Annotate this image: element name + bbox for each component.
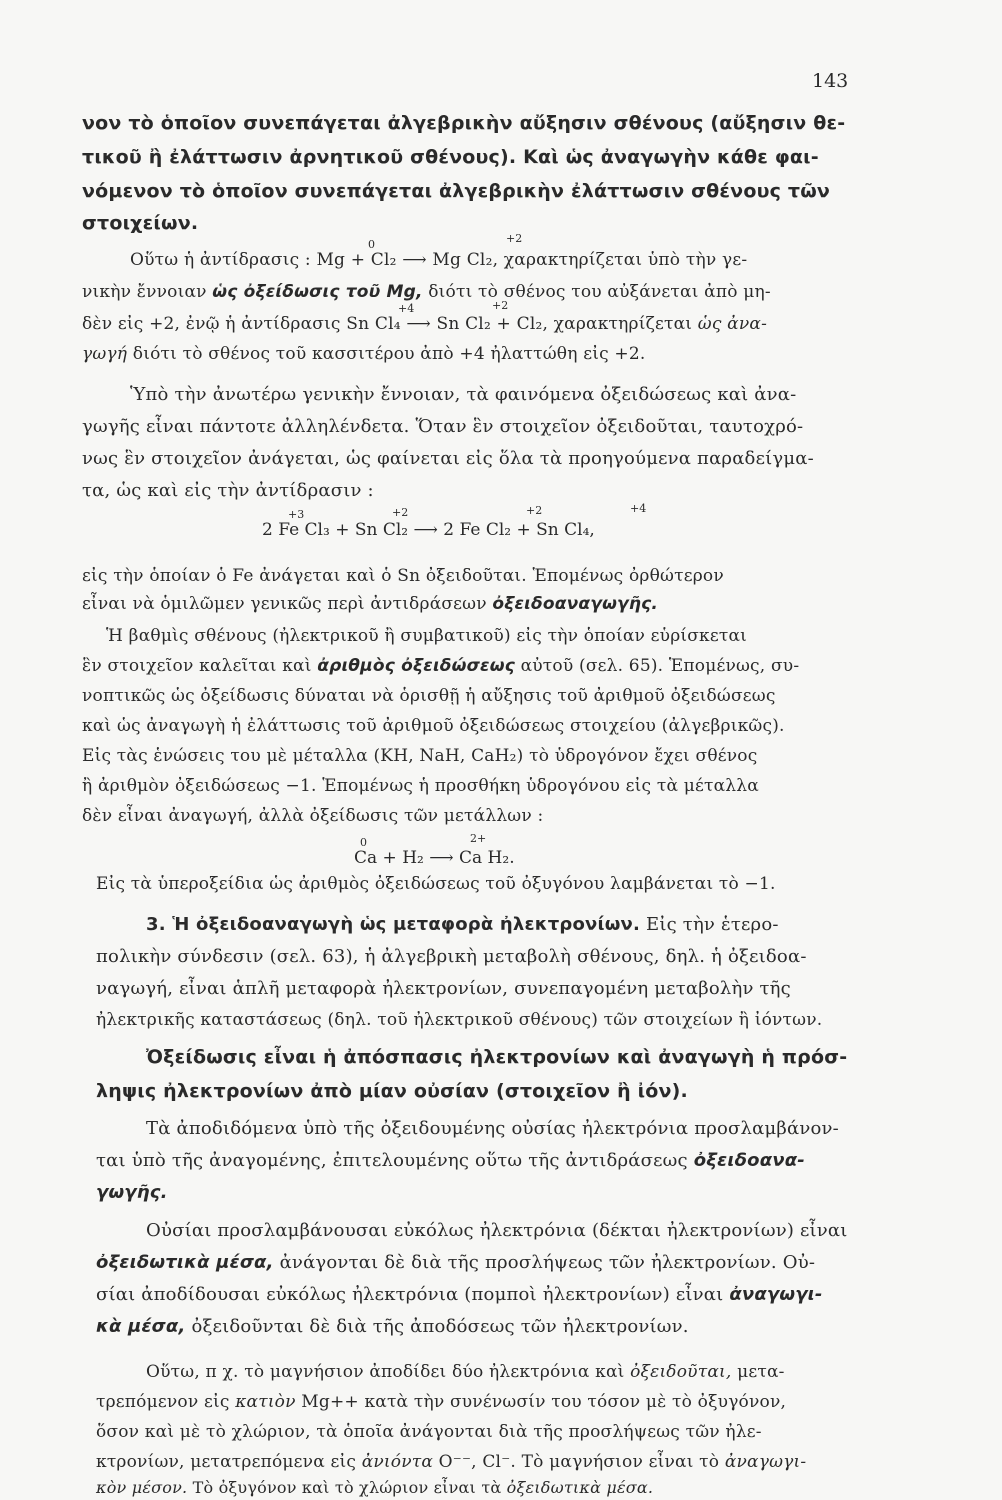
eq2-ox-state-1: 0: [360, 836, 367, 849]
para8-text: σίαι ἀποδίδουσαι εὐκόλως ἠλεκτρόνια (πομποὶ ἠλεκτρονίων) εἶναι: [96, 1284, 724, 1305]
definition-line2: ληψις ἠλεκτρονίων ἀπὸ μίαν οὐσίαν (στοιχεῖον ἢ ἰόν).: [96, 1080, 688, 1102]
para5-text: ἓν στοιχεῖον καλεῖται καὶ: [82, 656, 312, 676]
definition-line1: Ὀξείδωσις εἶναι ἡ ἀπόσπασις ἠλεκτρονίων καὶ ἀναγωγὴ ἡ πρόσ-: [146, 1046, 848, 1068]
para8-line1: Οὐσίαι προσλαμβάνουσαι εὐκόλως ἠλεκτρόνια (δέκται ἠλεκτρονίων) εἶναι: [146, 1220, 848, 1241]
para8-emphasis: ὀξειδωτικὰ μέσα,: [96, 1252, 274, 1273]
para9-line4: [96, 1452, 806, 1472]
para2-text: δὲν εἰς +2, ἐνῷ ἡ ἀντίδρασις Sn Cl₄ ⟶ Sn Cl₂ + Cl₂, χαρακτηρίζεται: [82, 314, 693, 334]
para2-line4: [82, 344, 645, 364]
para5-line4: καὶ ὡς ἀναγωγὴ ἡ ἐλάττωσις τοῦ ἀριθμοῦ ὀξειδώσεως στοιχείου (ἀλγεβρικῶς).: [82, 716, 785, 736]
equation-iron-tin: 2 Fe Cl₃ + Sn Cl₂ ⟶ 2 Fe Cl₂ + Sn Cl₄,: [262, 520, 595, 540]
para9-line2: [96, 1392, 786, 1412]
section3-line4: ἠλεκτρικῆς καταστάσεως (δηλ. τοῦ ἠλεκτρικοῦ σθένους) τῶν στοιχείων ἢ ἰόντων.: [96, 1010, 823, 1030]
oxidation-state-sncl2: +2: [492, 299, 509, 312]
para1-line4: στοιχείων.: [82, 212, 199, 234]
para3-line1: Ὑπὸ τὴν ἀνωτέρω γενικὴν ἔννοιαν, τὰ φαινόμενα ὀξειδώσεως καὶ ἀνα-: [130, 384, 797, 405]
para2-line3: [82, 314, 767, 334]
para2-text: νικὴν ἔννοιαν: [82, 282, 207, 302]
para4-line2: [82, 594, 658, 614]
para9-emphasis: κατιὸν: [235, 1392, 296, 1412]
para5-line1: Ἡ βαθμὶς σθένους (ἠλεκτρικοῦ ἢ συμβατικοῦ) εἰς τὴν ὁποίαν εὑρίσκεται: [106, 626, 748, 646]
para8-line3: [96, 1284, 823, 1305]
para8-line2: [96, 1252, 815, 1273]
para2-text: διότι τὸ σθένος τοῦ κασσιτέρου ἀπὸ +4 ἠλαττώθη εἰς +2.: [132, 344, 646, 364]
para6-line1: Εἰς τὰ ὑπεροξείδια ὡς ἀριθμὸς ὀξειδώσεως τοῦ ὀξυγόνου λαμβάνεται τὸ −1.: [96, 874, 776, 894]
section3-line3: ναγωγή, εἶναι ἁπλῆ μεταφορὰ ἠλεκτρονίων, συνεπαγομένη μεταβολὴν τῆς: [96, 978, 791, 999]
para1-line3: νόμενον τὸ ὁποῖον συνεπάγεται ἀλγεβρικὴν ἐλάττωσιν σθένους τῶν: [82, 180, 831, 202]
section3-line2: πολικὴν σύνδεσιν (σελ. 63), ἡ ἀλγεβρικὴ μεταβολὴ σθένους, δηλ. ἡ ὀξειδοα-: [96, 946, 807, 967]
para9-emphasis: ὀξειδοῦται,: [630, 1362, 732, 1382]
para2-line1: Οὕτω ἡ ἀντίδρασις : Mg + Cl₂ ⟶ Mg Cl₂, χαρακτηρίζεται ὑπὸ τὴν γε-: [130, 250, 748, 270]
para3-line2: γωγῆς εἶναι πάντοτε ἀλληλένδετα. Ὅταν ἓν στοιχεῖον ὀξειδοῦται, ταυτοχρό-: [82, 416, 804, 437]
para8-line4: [96, 1316, 689, 1337]
para9-text: μετα-: [737, 1362, 785, 1382]
para9-text: Τὸ ὀξυγόνον καὶ τὸ χλώριον εἶναι τὰ: [192, 1478, 502, 1497]
para8-text: ὀξειδοῦνται δὲ διὰ τῆς ἀποδόσεως τῶν ἠλεκτρονίων.: [191, 1316, 689, 1337]
para5-line7: δὲν εἶναι ἀναγωγή, ἀλλὰ ὀξείδωσις τῶν μετάλλων :: [82, 806, 544, 826]
section3-heading: 3. Ἡ ὀξειδοαναγωγὴ ὡς μεταφορὰ ἠλεκτρονίων.: [146, 914, 641, 935]
para8-emphasis: ἀναγωγι-: [729, 1284, 823, 1305]
para7-emphasis: γωγῆς.: [96, 1182, 168, 1203]
para9-text: κτρονίων, μετατρεπόμενα εἰς: [96, 1452, 357, 1472]
para4-text: εἶναι νὰ ὁμιλῶμεν γενικῶς περὶ ἀντιδράσεων: [82, 594, 487, 614]
eq1-ox-state-4: +4: [630, 502, 647, 515]
page-number: 143: [812, 70, 849, 92]
para8-text: ἀνάγονται δὲ διὰ τῆς προσλήψεως τῶν ἠλεκτρονίων. Οὐ-: [279, 1252, 816, 1273]
eq1-ox-state-2: +2: [392, 506, 409, 519]
para7-line3: [96, 1182, 168, 1203]
para7-emphasis: ὀξειδοανα-: [693, 1150, 805, 1171]
para7-line1: Τὰ ἀποδιδόμενα ὑπὸ τῆς ὀξειδουμένης οὐσίας ἠλεκτρόνια προσλαμβάνον-: [146, 1118, 839, 1139]
para7-text: ται ὑπὸ τῆς ἀναγομένης, ἐπιτελουμένης οὕτω τῆς ἀντιδράσεως: [96, 1150, 688, 1171]
para5-line5: Εἰς τὰς ἑνώσεις του μὲ μέταλλα (KH, NaH, CaH₂) τὸ ὑδρογόνον ἔχει σθένος: [82, 746, 758, 766]
para7-line2: [96, 1150, 805, 1171]
para4-line1: εἰς τὴν ὁποίαν ὁ Fe ἀνάγεται καὶ ὁ Sn ὀξειδοῦται. Ἑπομένως ὀρθώτερον: [82, 566, 724, 586]
para9-emphasis: κὸν μέσον.: [96, 1478, 188, 1497]
para2-emphasis: ὡς ἀνα-: [697, 314, 768, 334]
section3-line1: [146, 914, 779, 935]
oxidation-state-mgcl2: +2: [506, 232, 523, 245]
para1-line1: νον τὸ ὁποῖον συνεπάγεται ἀλγεβρικὴν αὔξησιν σθένους (αὔξησιν θε-: [82, 112, 846, 134]
para9-text: Οὕτω, π χ. τὸ μαγνήσιον ἀποδίδει δύο ἠλεκτρόνια καὶ: [146, 1362, 625, 1382]
para5-line6: ἢ ἀριθμὸν ὀξειδώσεως −1. Ἑπομένως ἡ προσθήκη ὑδρογόνου εἰς τὰ μέταλλα: [82, 776, 759, 796]
oxidation-state-sncl4: +4: [398, 302, 415, 315]
para9-emphasis: ἀναγωγι-: [724, 1452, 807, 1472]
equation-calcium-hydride: Ca + H₂ ⟶ Ca H₂.: [354, 848, 515, 868]
para5-line3: νοπτικῶς ὡς ὀξείδωσις δύναται νὰ ὁρισθῇ ἡ αὔξησις τοῦ ἀριθμοῦ ὀξειδώσεως: [82, 686, 776, 706]
para9-emphasis: ὀξειδωτικὰ μέσα.: [506, 1478, 654, 1497]
para9-line5: [96, 1478, 653, 1497]
para2-emphasis: γωγή: [82, 344, 128, 364]
para9-text: τρεπόμενον εἰς: [96, 1392, 230, 1412]
oxidation-state-mg: 0: [368, 238, 375, 251]
para9-text: O⁻⁻, Cl⁻. Τὸ μαγνήσιον εἶναι τὸ: [438, 1452, 720, 1472]
eq2-ox-state-2: 2+: [470, 832, 487, 845]
para9-line1: [146, 1362, 785, 1382]
eq1-ox-state-3: +2: [526, 504, 543, 517]
eq1-ox-state-1: +3: [288, 508, 305, 521]
para2-line2: [82, 282, 771, 302]
para1-line2: τικοῦ ἢ ἐλάττωσιν ἀρνητικοῦ σθένους). Καὶ ὡς ἀναγωγὴν κάθε φαι-: [82, 146, 819, 168]
para8-emphasis: κὰ μέσα,: [96, 1316, 186, 1337]
para3-line3: νως ἓν στοιχεῖον ἀνάγεται, ὡς φαίνεται εἰς ὅλα τὰ προηγούμενα παραδείγμα-: [82, 448, 814, 469]
para3-line4: τα, ὡς καὶ εἰς τὴν ἀντίδρασιν :: [82, 480, 374, 501]
para2-text: διότι τὸ σθένος του αὐξάνεται ἀπὸ μη-: [428, 282, 771, 302]
para5-emphasis: ἀριθμὸς ὀξειδώσεως: [317, 656, 515, 676]
para5-text: αὐτοῦ (σελ. 65). Ἑπομένως, συ-: [520, 656, 800, 676]
para2-emphasis: ὡς ὀξείδωσις τοῦ Mg,: [212, 282, 423, 302]
para9-text: Mg++ κατὰ τὴν συνένωσίν του τόσον μὲ τὸ ὀξυγόνον,: [301, 1392, 787, 1412]
para4-emphasis: ὀξειδοαναγωγῆς.: [492, 594, 659, 614]
para9-line3: ὅσον καὶ μὲ τὸ χλώριον, τὰ ὁποῖα ἀνάγονται διὰ τῆς προσλήψεως τῶν ἠλε-: [96, 1422, 762, 1442]
section3-text: Εἰς τὴν ἑτερο-: [645, 914, 779, 935]
para9-emphasis: ἀνιόντα: [361, 1452, 434, 1472]
para5-line2: [82, 656, 799, 676]
